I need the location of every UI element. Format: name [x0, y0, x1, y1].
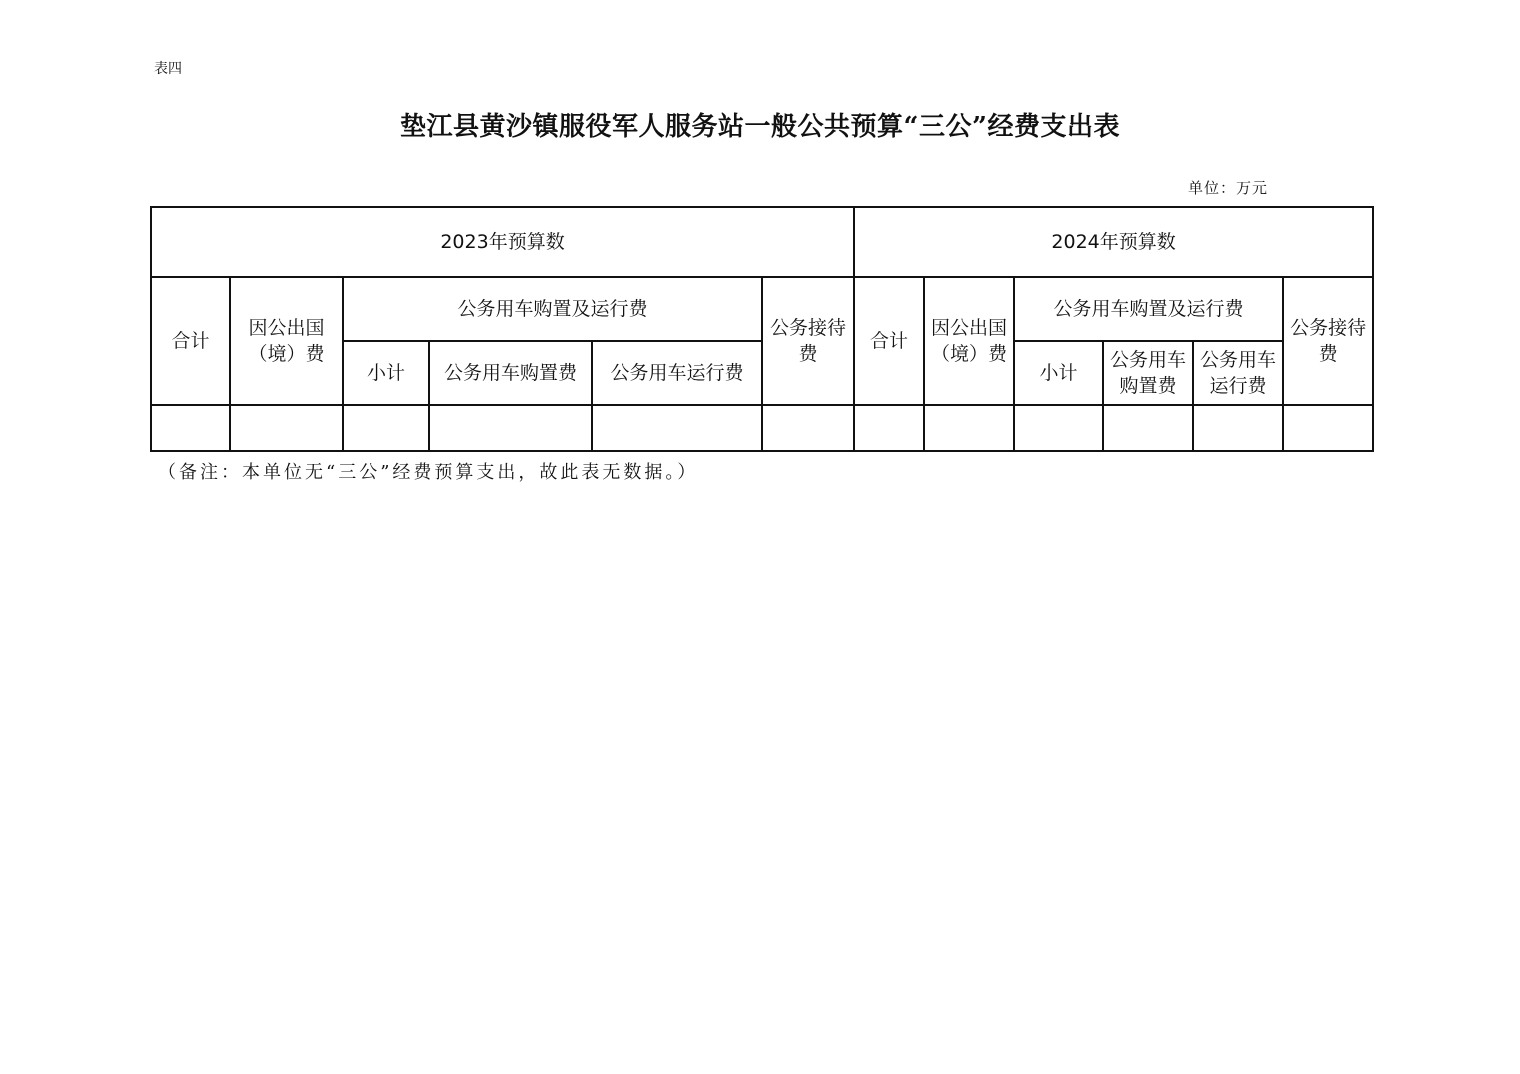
- header-2023-total: 合计: [151, 277, 230, 405]
- cell-2024-vehicle-purchase: [1103, 405, 1193, 451]
- header-2024-vehicle-purchase-text: 公务用车购置费: [1110, 349, 1187, 397]
- cell-2024-abroad: [924, 405, 1014, 451]
- header-2024-subtotal: 小计: [1014, 341, 1103, 405]
- header-2024-vehicle-group: 公务用车购置及运行费: [1014, 277, 1283, 341]
- table-row: [151, 405, 1373, 451]
- cell-2024-total: [854, 405, 924, 451]
- cell-2024-subtotal: [1014, 405, 1103, 451]
- header-2024-total: 合计: [854, 277, 924, 405]
- cell-2024-reception: [1283, 405, 1373, 451]
- header-2023-vehicle-purchase: 公务用车购置费: [429, 341, 592, 405]
- header-2024-vehicle-operation-text: 公务用车运行费: [1200, 349, 1277, 397]
- header-2023-abroad: 因公出国（境）费: [230, 277, 343, 405]
- header-2023-budget: 2023年预算数: [151, 207, 854, 277]
- header-2023-vehicle-operation: 公务用车运行费: [592, 341, 762, 405]
- cell-2023-total: [151, 405, 230, 451]
- header-2023-reception: 公务接待费: [762, 277, 854, 405]
- cell-2023-subtotal: [343, 405, 429, 451]
- cell-2024-vehicle-operation: [1193, 405, 1283, 451]
- header-2024-budget: 2024年预算数: [854, 207, 1373, 277]
- document-title: 垫江县黄沙镇服役军人服务站一般公共预算“三公”经费支出表: [400, 112, 1120, 142]
- three-public-expenses-table: [150, 206, 1374, 452]
- header-2024-reception: 公务接待费: [1283, 277, 1373, 405]
- cell-2023-vehicle-operation: [592, 405, 762, 451]
- header-2023-subtotal: 小计: [343, 341, 429, 405]
- header-2024-abroad: 因公出国（境）费: [924, 277, 1014, 405]
- unit-label: 单位：万元: [1188, 179, 1269, 197]
- header-2023-vehicle-group: 公务用车购置及运行费: [343, 277, 762, 341]
- header-2024-vehicle-purchase: [1103, 341, 1193, 405]
- footnote: （备注：本单位无“三公”经费预算支出，故此表无数据。）: [158, 462, 699, 483]
- cell-2023-abroad: [230, 405, 343, 451]
- cell-2023-reception: [762, 405, 854, 451]
- header-2024-vehicle-operation: [1193, 341, 1283, 405]
- cell-2023-vehicle-purchase: [429, 405, 592, 451]
- table-label: 表四: [154, 61, 182, 77]
